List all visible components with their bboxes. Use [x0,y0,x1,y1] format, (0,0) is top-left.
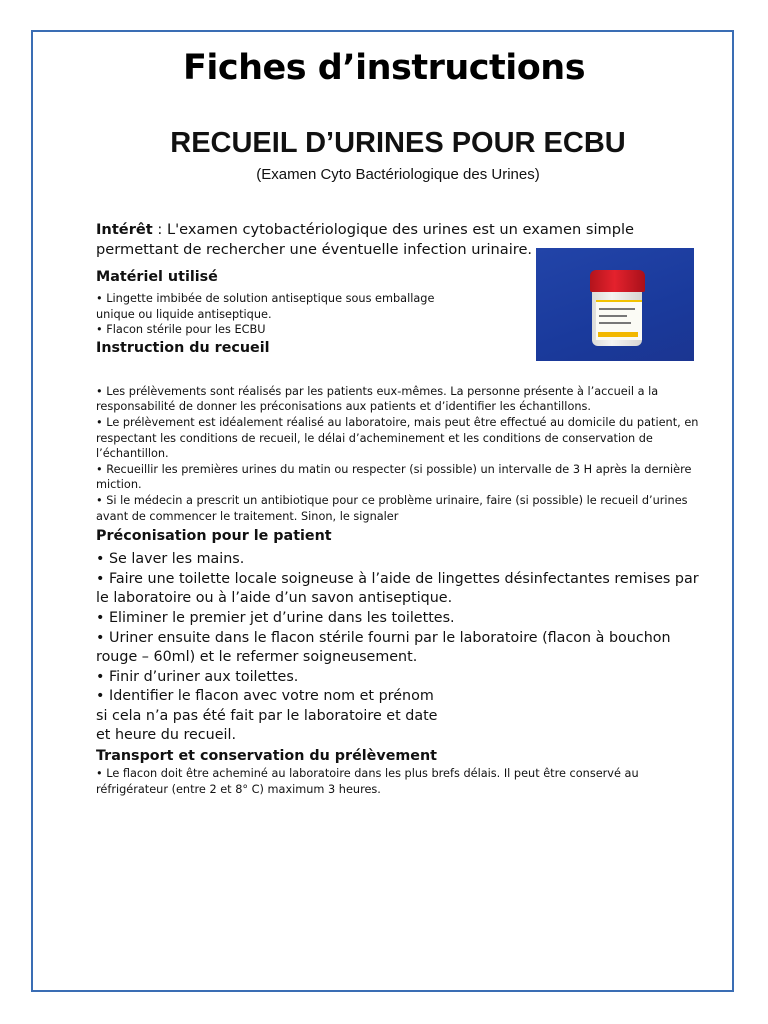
preconisation-item: • Se laver les mains. [96,551,245,568]
subtitle-note: (Examen Cyto Bactériologique des Urines) [256,166,540,183]
preconisation-item: • Eliminer le premier jet d’urine dans les toilettes. [96,609,455,626]
document-body [96,220,706,797]
section-heading-materiel: Matériel utilisé [96,269,218,285]
intro-label: Intérêt [96,221,153,238]
instruction-item: • Les prélèvements sont réalisés par les patients eux-mêmes. La personne présente à l’accueil a la responsabilité de donner les préconisations aux patients et d’identifier les échantillons. [96,384,659,414]
materiel-item: • Lingette imbibée de solution antiseptique sous emballage unique ou liquide antiseptique. [96,292,435,321]
section-heading-transport: Transport et conservation du prélèvement [96,748,437,765]
section-heading-preconisation: Préconisation pour le patient [96,528,332,545]
intro-paragraph [96,220,706,260]
preconisation-item: • Identifier le flacon avec votre nom et prénom si cela n’a pas été fait par le laboratoire et date et heure du recueil. [96,688,438,744]
section-heading-instruction: Instruction du recueil [96,339,270,356]
document-subtitle: RECUEIL D’URINES POUR ECBU [170,127,626,159]
preconisation-item: • Finir d’uriner aux toilettes. [96,668,299,685]
instruction-item: • Le prélèvement est idéalement réalisé au laboratoire, mais peut être effectué au domicile du patient, en respectant les conditions de recueil, le délai d’acheminement et les conditions de conservation de l’échantillon. [96,415,699,461]
instruction-item: • Recueillir les premières urines du matin ou respecter (si possible) un intervalle de 3 H après la dernière miction. [96,462,692,492]
transport-item: • Le flacon doit être acheminé au laboratoire dans les plus brefs délais. Il peut être conservé au réfrigérateur (entre 2 et 8° C) maximum 3 heures. [96,767,639,796]
materiel-item: • Flacon stérile pour les ECBU [96,323,266,337]
instruction-item: • Si le médecin a prescrit un antibiotique pour ce problème urinaire, faire (si possible) le recueil d’urines avant de commencer le traitement. Sinon, le signaler [96,493,688,523]
preconisation-item: • Faire une toilette locale soigneuse à l’aide de lingettes désinfectantes remises par le laboratoire ou à l’aide d’un savon antiseptique. [96,570,699,607]
document-title: Fiches d’instructions [182,48,586,88]
preconisation-item: • Uriner ensuite dans le flacon stérile fourni par le laboratoire (flacon à bouchon rouge – 60ml) et le refermer soigneusement. [96,629,671,666]
intro-text: : L'examen cytobactériologique des urines est un examen simple permettant de rechercher une éventuelle infection urinaire. [96,221,635,258]
